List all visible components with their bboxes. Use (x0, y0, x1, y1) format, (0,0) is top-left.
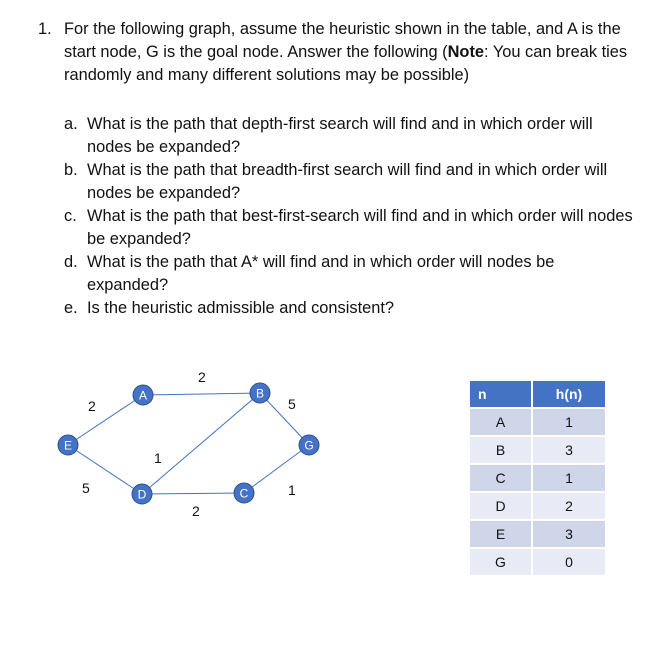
subquestion-label: e. (64, 299, 78, 317)
table-row (470, 549, 605, 575)
edge-c-g (244, 445, 309, 493)
subquestion-label: d. (64, 253, 78, 271)
node-g (299, 435, 319, 455)
weight-d-b: 1 (154, 450, 162, 466)
node-g-label: G (304, 438, 314, 453)
cell-h: 1 (533, 465, 605, 491)
cell-h: 3 (533, 437, 605, 463)
cell-n: A (470, 409, 533, 435)
weight-c-g: 1 (288, 482, 296, 498)
table-row (470, 521, 605, 547)
subquestion-label: b. (64, 161, 78, 179)
subquestion-label: c. (64, 207, 77, 225)
subquestion-text: What is the path that breadth-first search will find and in which order will nodes be expanded? (87, 161, 608, 202)
table-header-row (470, 381, 605, 407)
node-d-label: D (137, 487, 147, 502)
cell-h: 2 (533, 493, 605, 519)
subquestion-text: What is the path that best-first-search will find and in which order will nodes be expanded? (87, 207, 633, 248)
cell-n: G (470, 549, 533, 575)
node-c (234, 483, 254, 503)
edge-e-a (68, 395, 143, 445)
cell-n: D (470, 493, 533, 519)
weight-a-b: 2 (198, 369, 206, 385)
weight-d-c: 2 (192, 503, 200, 519)
cell-h: 3 (533, 521, 605, 547)
subquestion-text: What is the path that A* will find and in which order will nodes be expanded? (87, 253, 555, 294)
node-e-label: E (63, 438, 73, 453)
node-a (133, 385, 153, 405)
edge-a-b (143, 393, 260, 395)
node-d (132, 484, 152, 504)
weight-b-g: 5 (288, 396, 296, 412)
subquestion-label: a. (64, 115, 78, 133)
edge-d-c (142, 493, 244, 494)
table-row (470, 493, 605, 519)
node-e (58, 435, 78, 455)
table-row (470, 437, 605, 463)
header-n: n (470, 381, 533, 407)
edge-d-b (142, 393, 260, 494)
question-number: 1. (38, 20, 52, 38)
subquestion-text: Is the heuristic admissible and consistent? (87, 299, 395, 317)
edge-e-d (68, 445, 142, 494)
heuristic-table (470, 379, 605, 577)
cell-h: 1 (533, 409, 605, 435)
table-row (470, 409, 605, 435)
cell-n: B (470, 437, 533, 463)
node-b (250, 383, 270, 403)
node-b-label: B (255, 386, 265, 401)
cell-n: C (470, 465, 533, 491)
question-intro-part1: For the following graph, assume the heuristic shown in the table, and A is the start node, G is the goal node. Answer the following ( (64, 20, 621, 61)
header-hn: h(n) (533, 381, 605, 407)
note-label: Note (447, 43, 485, 61)
weight-e-d: 5 (82, 480, 90, 496)
edge-b-g (260, 393, 309, 445)
table-row (470, 465, 605, 491)
node-c-label: C (239, 486, 249, 501)
cell-h: 0 (533, 549, 605, 575)
subquestion-text: What is the path that depth-first search will find and in which order will nodes be expanded? (87, 115, 593, 156)
cell-n: E (470, 521, 533, 547)
node-a-label: A (138, 388, 148, 403)
weight-e-a: 2 (88, 398, 96, 414)
question-intro-part2: : You can break ties randomly and many different solutions may be possible) (64, 43, 628, 84)
